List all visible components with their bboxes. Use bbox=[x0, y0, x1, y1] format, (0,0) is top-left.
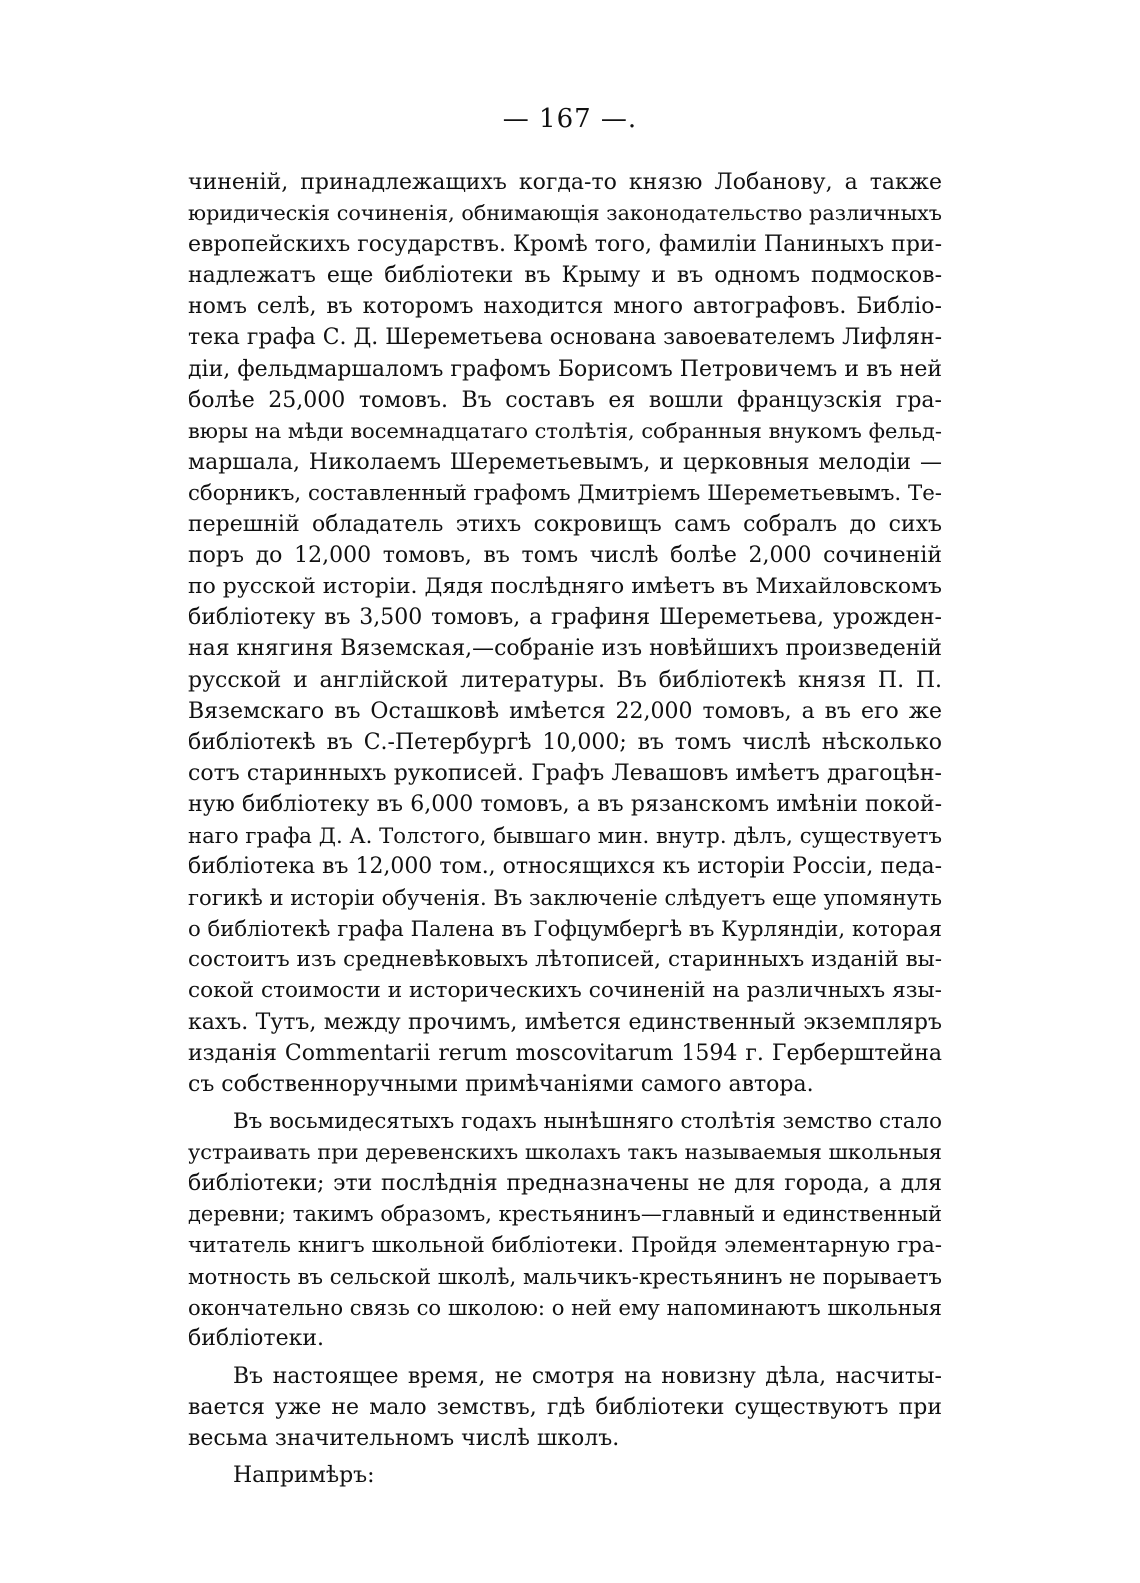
text-line: номъ селѣ, въ которомъ находится много автографовъ. Библіо- bbox=[188, 294, 942, 320]
text-line: съ собственноручными примѣчаніями самого автора. bbox=[188, 1071, 814, 1097]
text-line: сборникъ, составленный графомъ Дмитріемъ Шереметьевымъ. Те- bbox=[188, 480, 942, 506]
text-line: по русской исторіи. Дядя послѣдняго имѣетъ въ Михайловскомъ bbox=[188, 574, 942, 600]
text-line: весьма значительномъ числѣ школъ. bbox=[188, 1425, 620, 1451]
text-line: тека графа С. Д. Шереметьева основана завоевателемъ Лифлян- bbox=[188, 325, 942, 351]
text-line: Вяземскаго въ Осташковѣ имѣется 22,000 томовъ, а въ его же bbox=[188, 698, 942, 724]
text-line: библіотека въ 12,000 том., относящихся къ исторіи Россіи, педа- bbox=[188, 854, 942, 880]
text-line: маршала, Николаемъ Шереметьевымъ, и церковныя мелодіи — bbox=[188, 449, 942, 475]
text-line: библіотекѣ въ С.-Петербургѣ 10,000; въ томъ числѣ нѣсколько bbox=[188, 729, 942, 755]
text-line: мотность въ сельской школѣ, мальчикъ-крестьянинъ не порываетъ bbox=[188, 1264, 942, 1290]
text-line: вается уже не мало земствъ, гдѣ библіотеки существуютъ при bbox=[188, 1394, 942, 1420]
page-number: — 167 —. bbox=[502, 104, 638, 134]
text-line: юридическія сочиненія, обнимающія законодательство различныхъ bbox=[188, 201, 942, 226]
text-line: сотъ старинныхъ рукописей. Графъ Левашовъ имѣетъ драгоцѣн- bbox=[188, 760, 942, 786]
text-line: чиненій, принадлежащихъ когда-то князю Лобанову, а также bbox=[188, 170, 942, 195]
text-line: устраивать при деревенскихъ школахъ такъ называемыя школьныя bbox=[188, 1139, 942, 1164]
text-line: Напримѣръ: bbox=[233, 1462, 375, 1488]
text-line: перешній обладатель этихъ сокровищъ самъ собралъ до сихъ bbox=[188, 512, 942, 538]
text-line: ная княгиня Вяземская,—собраніе изъ новѣйшихъ произведеній bbox=[188, 636, 942, 662]
body-text bbox=[188, 167, 942, 1491]
text-line: болѣе 25,000 томовъ. Въ составъ ея вошли французскія гра- bbox=[188, 387, 942, 413]
text-line: Въ настоящее время, не смотря на новизну дѣла, насчиты- bbox=[233, 1363, 942, 1389]
text-line: о библіотекѣ графа Палена въ Гофцумбергѣ въ Курляндіи, которая bbox=[188, 916, 942, 942]
paragraph-4 bbox=[188, 1460, 942, 1491]
text-line: окончательно связь со школою: о ней ему напоминаютъ школьныя bbox=[188, 1295, 942, 1321]
text-line: читатель книгъ школьной библіотеки. Пройдя элементарную гра- bbox=[188, 1233, 942, 1259]
text-line: кахъ. Тутъ, между прочимъ, имѣется единственный экземпляръ bbox=[188, 1009, 942, 1035]
text-line: европейскихъ государствъ. Кромѣ того, фамиліи Паниныхъ при- bbox=[188, 232, 942, 258]
text-line: надлежатъ еще библіотеки въ Крыму и въ одномъ подмосков- bbox=[188, 263, 942, 289]
text-line: Въ восьмидесятыхъ годахъ нынѣшняго столѣтія земство стало bbox=[233, 1108, 942, 1134]
text-line: деревни; такимъ образомъ, крестьянинъ—главный и единственный bbox=[188, 1202, 942, 1227]
text-line: изданія Commentarii rerum moscovitarum 1594 г. Герберштейна bbox=[188, 1040, 942, 1066]
text-line: поръ до 12,000 томовъ, въ томъ числѣ болѣе 2,000 сочиненій bbox=[188, 543, 942, 569]
text-line: состоитъ изъ средневѣковыхъ лѣтописей, старинныхъ изданій вы- bbox=[188, 947, 942, 973]
paragraph-3 bbox=[188, 1361, 942, 1454]
text-line: библіотеку въ 3,500 томовъ, а графиня Шереметьева, урожден- bbox=[188, 605, 942, 631]
paragraph-1 bbox=[188, 167, 942, 1100]
text-line: ную библіотеку въ 6,000 томовъ, а въ рязанскомъ имѣніи покой- bbox=[188, 791, 942, 817]
text-line: библіотеки; эти послѣднія предназначены не для города, а для bbox=[188, 1171, 942, 1196]
text-line: діи, фельдмаршаломъ графомъ Борисомъ Петровичемъ и въ ней bbox=[188, 356, 942, 382]
text-line: вюры на мѣди восемнадцатаго столѣтія, собранныя внукомъ фельд- bbox=[188, 418, 942, 443]
text-line: гогикѣ и исторіи обученія. Въ заключеніе слѣдуетъ еще упомянуть bbox=[188, 885, 942, 911]
text-line: сокой стоимости и историческихъ сочиненій на различныхъ язы- bbox=[188, 978, 942, 1004]
text-line: русской и англійской литературы. Въ библіотекѣ князя П. П. bbox=[188, 667, 942, 693]
text-line: библіотеки. bbox=[188, 1326, 325, 1352]
text-line: наго графа Д. А. Толстого, бывшаго мин. внутр. дѣлъ, существуетъ bbox=[188, 822, 942, 848]
paragraph-2 bbox=[188, 1106, 942, 1355]
